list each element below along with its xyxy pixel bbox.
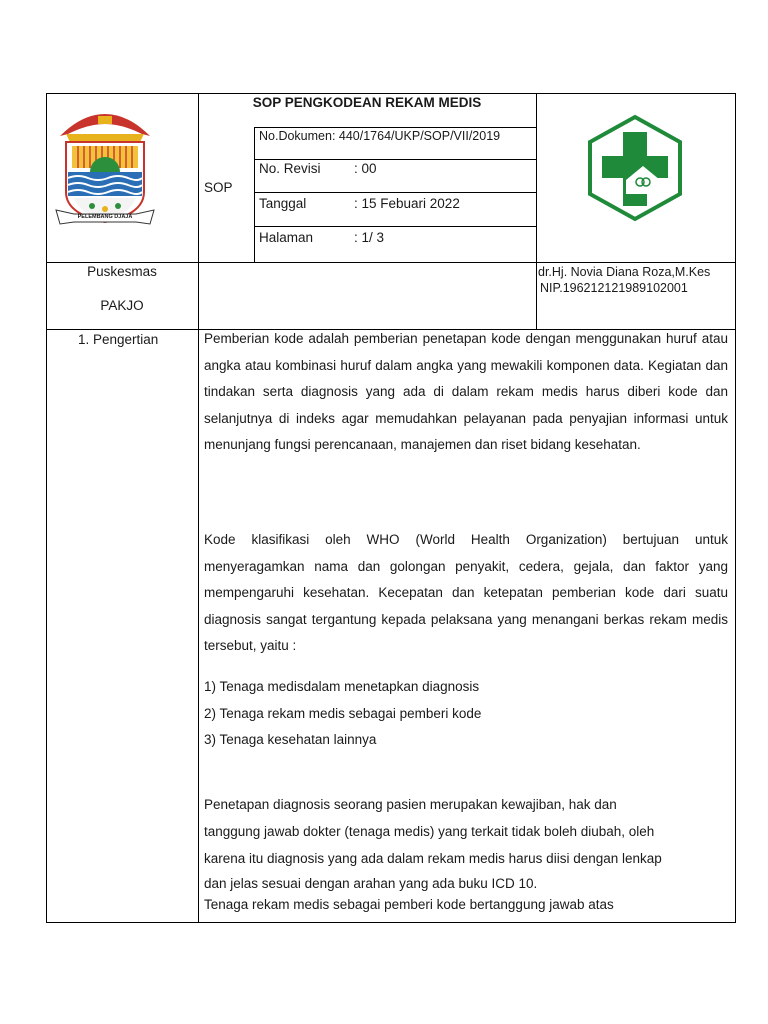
list-item: 2) Tenaga rekam medis sebagai pemberi kode [204,705,482,721]
revision-label: No. Revisi [259,161,321,176]
org-name-line1: Puskesmas [87,264,157,279]
sop-label: SOP [204,180,233,195]
puskesmas-cross-icon [586,114,684,222]
paragraph-line: karena itu diagnosis yang ada dalam rekam medis harus diisi dengan lenkap [204,850,662,866]
sop-title: SOP PENGKODEAN REKAM MEDIS [252,95,482,110]
signer-nip: NIP.196212121989102001 [540,281,688,295]
page-value: : 1/ 3 [354,230,385,245]
date-label: Tanggal [259,196,307,211]
page-label: Halaman [259,230,314,245]
list-item: 3) Tenaga kesehatan lainnya [204,732,377,747]
paragraph-line: dan jelas sesuai dengan arahan yang ada buku ICD 10. [204,876,538,892]
puskesmas-logo [586,114,684,222]
section-label: 1. Pengertian [78,332,159,347]
signer-name: dr.Hj. Novia Diana Roza,M.Kes [538,265,711,279]
paragraph-line: Tenaga rekam medis sebagai pemberi kode bertanggung jawab atas [204,897,614,913]
city-logo-ribbon-text: PELEMBANG DJAJA [77,214,133,220]
list-item: 1) Tenaga medisdalam menetapkan diagnosis [204,679,480,694]
coder-list [204,674,481,754]
doc-number: No.Dokumen: 440/1764/UKP/SOP/VII/2019 [259,129,501,143]
paragraph-line: Penetapan diagnosis seorang pasien merupakan kewajiban, hak dan [204,797,617,812]
date-value: : 15 Febuari 2022 [354,196,460,211]
city-logo [52,110,158,232]
definition-paragraph-3 [204,792,662,914]
definition-paragraph-2: Kode klasifikasi oleh WHO (World Health Organization) bertujuan untuk menyeragamkan nama dan golongan penyakit, cedera, gejala, dan faktor yang mempengaruhi kesehatan. Kecepatan dan ketepatan pemberian kode dari suatu diagnosis sangat tergantung kepada pelaksana yang menangani berkas rekam medis tersebut, yaitu : [204,532,728,654]
definition-paragraph-1: Pemberian kode adalah pemberian penetapan kode dengan menggunakan huruf atau angka atau kombinasi huruf dalam angka yang mewakili komponen data. Kegiatan dan tindakan serta diagnosis yang ada di dalam rekam medis harus diberi kode dan selanjutnya di indeks agar memudahkan pelayanan pada penyajian informasi untuk menunjang fungsi perencanaan, manajemen dan riset bidang kesehatan. [204,331,728,453]
paragraph-line: tanggung jawab dokter (tenaga medis) yang terkait tidak boleh diubah, oleh [204,823,655,839]
org-name-line2: PAKJO [100,298,144,313]
revision-value: : 00 [354,161,377,176]
